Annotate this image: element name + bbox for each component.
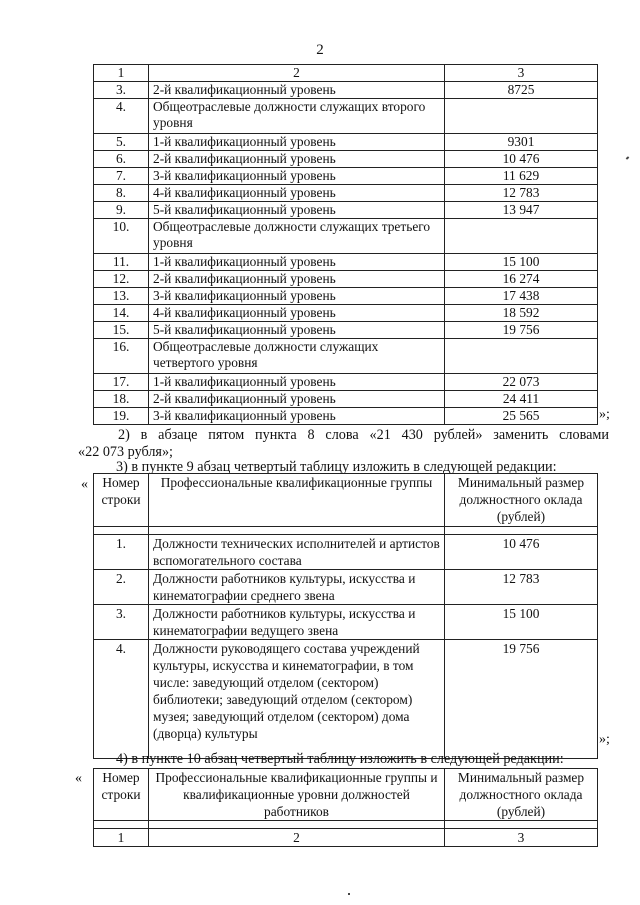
row-value: 15 100 [445, 254, 598, 271]
row-number: 16. [94, 339, 149, 374]
row-value [445, 99, 598, 134]
row-name: Общеотраслевые должности служащих третьего уровня [149, 219, 445, 254]
row-number: 1. [94, 535, 149, 570]
table-row [94, 640, 598, 759]
row-number: 5. [94, 134, 149, 151]
scan-speck [626, 156, 630, 159]
table-row [94, 535, 598, 570]
row-name: Должности руководящего состава учреждений культуры, искусства и кинематографии, в том числе: заведующий отделом (сектором) библиотеки; заведующий отделом (сектором) музея; заведующий отделом (сектором) дома (дворца) культуры [149, 640, 445, 759]
table-row [94, 391, 598, 408]
header-groups: Профессиональные квалификационные группы [149, 474, 445, 527]
table-row [94, 305, 598, 322]
table-row [94, 408, 598, 425]
row-number: 8. [94, 185, 149, 202]
amendment-paragraph-3: 3) в пункте 9 абзац четвертый таблицу изложить в следующей редакции: [116, 459, 557, 475]
row-number: 2. [94, 570, 149, 605]
table-row [94, 829, 598, 847]
header-number: Номер строки [94, 474, 149, 527]
row-value: 12 783 [445, 570, 598, 605]
table-row [94, 82, 598, 99]
column-number-cell: 2 [149, 829, 445, 847]
qualification-salary-table [93, 768, 598, 847]
header-cell: 2 [149, 65, 445, 82]
row-number: 4. [94, 640, 149, 759]
table-row [94, 151, 598, 168]
row-number: 15. [94, 322, 149, 339]
row-number: 9. [94, 202, 149, 219]
column-number-cell: 3 [445, 829, 598, 847]
row-number: 19. [94, 408, 149, 425]
row-name: Должности работников культуры, искусства и кинематографии среднего звена [149, 570, 445, 605]
table-row [94, 322, 598, 339]
row-name: Общеотраслевые должности служащих четвертого уровня [149, 339, 445, 374]
table-row [94, 605, 598, 640]
opening-quote-3: « [75, 771, 82, 786]
table-row [94, 202, 598, 219]
row-value [445, 219, 598, 254]
row-name: 2-й квалификационный уровень [149, 151, 445, 168]
header-number: Номер строки [94, 769, 149, 821]
header-salary: Минимальный размер должностного оклада (рублей) [445, 769, 598, 821]
table-row [94, 185, 598, 202]
row-name: 3-й квалификационный уровень [149, 288, 445, 305]
row-name: 4-й квалификационный уровень [149, 185, 445, 202]
row-name: 4-й квалификационный уровень [149, 305, 445, 322]
table-row [94, 99, 598, 134]
row-value: 24 411 [445, 391, 598, 408]
row-number: 7. [94, 168, 149, 185]
table-spacer-row [94, 821, 598, 829]
header-groups: Профессиональные квалификационные группы и квалификационные уровни должностей работников [149, 769, 445, 821]
row-name: 2-й квалификационный уровень [149, 391, 445, 408]
row-value [445, 339, 598, 374]
table-row [94, 374, 598, 391]
scan-speck [348, 893, 350, 895]
row-value: 19 756 [445, 322, 598, 339]
amendment-paragraph-2-line1: 2) в абзаце пятом пункта 8 слова «21 430 рублей» заменить словами [118, 427, 609, 443]
row-name: 3-й квалификационный уровень [149, 168, 445, 185]
table-row [94, 288, 598, 305]
row-value: 10 476 [445, 535, 598, 570]
page-number: 2 [316, 42, 324, 58]
row-name: Общеотраслевые должности служащих второго уровня [149, 99, 445, 134]
row-value: 17 438 [445, 288, 598, 305]
row-name: 1-й квалификационный уровень [149, 374, 445, 391]
header-cell: 1 [94, 65, 149, 82]
row-value: 12 783 [445, 185, 598, 202]
row-name: Должности технических исполнителей и артистов вспомогательного состава [149, 535, 445, 570]
table-row [94, 254, 598, 271]
row-name: 2-й квалификационный уровень [149, 271, 445, 288]
opening-quote: « [81, 477, 88, 492]
table-spacer-row [94, 527, 598, 535]
row-name: 2-й квалификационный уровень [149, 82, 445, 99]
row-name: 5-й квалификационный уровень [149, 202, 445, 219]
row-name: 1-й квалификационный уровень [149, 134, 445, 151]
amendment-paragraph-2-line2: «22 073 рубля»; [78, 444, 173, 460]
row-number: 6. [94, 151, 149, 168]
row-value: 11 629 [445, 168, 598, 185]
row-value: 15 100 [445, 605, 598, 640]
table-row [94, 570, 598, 605]
row-number: 4. [94, 99, 149, 134]
table-row [94, 339, 598, 374]
table-row [94, 168, 598, 185]
table-row [94, 271, 598, 288]
row-name: 1-й квалификационный уровень [149, 254, 445, 271]
table-header-row [94, 474, 598, 527]
row-value: 18 592 [445, 305, 598, 322]
salary-table-continuation [93, 64, 598, 425]
row-value: 25 565 [445, 408, 598, 425]
row-name: Должности работников культуры, искусства и кинематографии ведущего звена [149, 605, 445, 640]
row-number: 18. [94, 391, 149, 408]
closing-quote-2: »; [599, 732, 610, 747]
row-value: 16 274 [445, 271, 598, 288]
row-value: 9301 [445, 134, 598, 151]
amendment-paragraph-4: 4) в пункте 10 абзац четвертый таблицу изложить в следующей редакции: [116, 751, 564, 767]
row-number: 14. [94, 305, 149, 322]
table-header-row [94, 65, 598, 82]
row-name: 3-й квалификационный уровень [149, 408, 445, 425]
row-value: 10 476 [445, 151, 598, 168]
row-number: 10. [94, 219, 149, 254]
row-number: 12. [94, 271, 149, 288]
closing-quote: »; [599, 407, 610, 422]
row-value: 22 073 [445, 374, 598, 391]
row-name: 5-й квалификационный уровень [149, 322, 445, 339]
row-value: 19 756 [445, 640, 598, 759]
table-row [94, 219, 598, 254]
table-header-row [94, 769, 598, 821]
row-number: 13. [94, 288, 149, 305]
row-number: 11. [94, 254, 149, 271]
row-number: 3. [94, 82, 149, 99]
header-salary: Минимальный размер должностного оклада (рублей) [445, 474, 598, 527]
row-value: 13 947 [445, 202, 598, 219]
table-row [94, 134, 598, 151]
row-number: 17. [94, 374, 149, 391]
culture-salary-table [93, 473, 598, 759]
row-number: 3. [94, 605, 149, 640]
header-cell: 3 [445, 65, 598, 82]
column-number-cell: 1 [94, 829, 149, 847]
row-value: 8725 [445, 82, 598, 99]
